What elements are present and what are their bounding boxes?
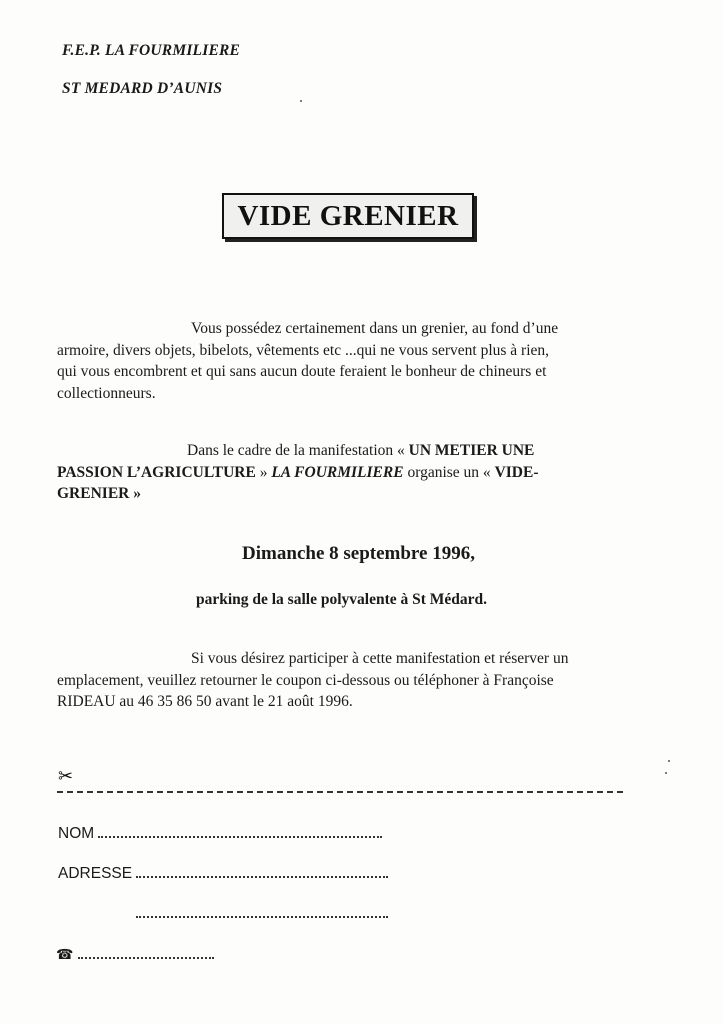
event-end: » xyxy=(133,485,141,502)
scan-speck xyxy=(300,100,302,102)
nom-label: NOM xyxy=(58,825,95,842)
adresse-field-row xyxy=(58,865,388,883)
organization-name: F.E.P. LA FOURMILIERE xyxy=(62,42,241,59)
event-line-3 xyxy=(57,483,613,505)
event-org: LA FOURMILIERE xyxy=(271,463,404,481)
intro-line: collectionneurs. xyxy=(57,384,156,402)
nom-field-row xyxy=(58,825,382,843)
event-pre: Dans le cadre de la manifestation « xyxy=(187,442,405,459)
event-paragraph xyxy=(57,440,613,505)
adresse-label: ADRESSE xyxy=(58,865,133,882)
event-line-1 xyxy=(57,440,613,462)
intro-paragraph xyxy=(57,318,613,404)
scan-speck xyxy=(668,760,670,762)
document-title: VIDE GRENIER xyxy=(237,199,459,232)
nom-field[interactable] xyxy=(98,835,382,838)
scan-speck xyxy=(665,772,667,774)
event-location-row xyxy=(0,591,723,609)
event-post: organise un « xyxy=(407,463,491,481)
event-kind-b: GRENIER xyxy=(57,485,130,502)
adresse-field-2[interactable] xyxy=(136,915,388,918)
cut-line xyxy=(57,791,623,793)
organization-location: ST MEDARD D’AUNIS xyxy=(62,80,223,97)
signup-line: RIDEAU au 46 35 86 50 avant le 21 août 1996. xyxy=(57,693,353,710)
event-name-b: PASSION L’AGRICULTURE xyxy=(57,463,256,481)
scissors-icon: ✂ xyxy=(58,766,74,787)
telephone-icon: ☎ xyxy=(56,947,74,963)
intro-line: qui vous encombrent et qui sans aucun doute feraient le bonheur de chineurs et xyxy=(57,363,547,380)
intro-line: armoire, divers objets, bibelots, vêtements etc ...qui ne vous servent plus à rien, xyxy=(57,341,550,359)
event-line-2 xyxy=(57,462,613,484)
signup-line: Si vous désirez participer à cette manifestation et réserver un xyxy=(191,650,569,667)
event-kind-a: VIDE- xyxy=(494,463,539,481)
phone-field[interactable] xyxy=(78,956,214,959)
event-name-a: UN METIER UNE xyxy=(408,442,535,459)
adresse-field[interactable] xyxy=(136,875,388,878)
phone-field-row xyxy=(56,946,214,964)
signup-line: emplacement, veuillez retourner le coupon ci-dessous ou téléphoner à Françoise xyxy=(57,671,554,689)
intro-line: Vous possédez certainement dans un grenier, au fond d’une xyxy=(191,320,559,337)
title-box xyxy=(222,193,474,239)
signup-paragraph xyxy=(57,648,613,713)
event-location: parking de la salle polyvalente à St Médard. xyxy=(195,591,488,608)
event-date: Dimanche 8 septembre 1996, xyxy=(242,543,475,564)
event-date-row xyxy=(0,543,723,565)
adresse-field-row-2 xyxy=(136,905,388,923)
event-mid: » xyxy=(259,463,268,481)
